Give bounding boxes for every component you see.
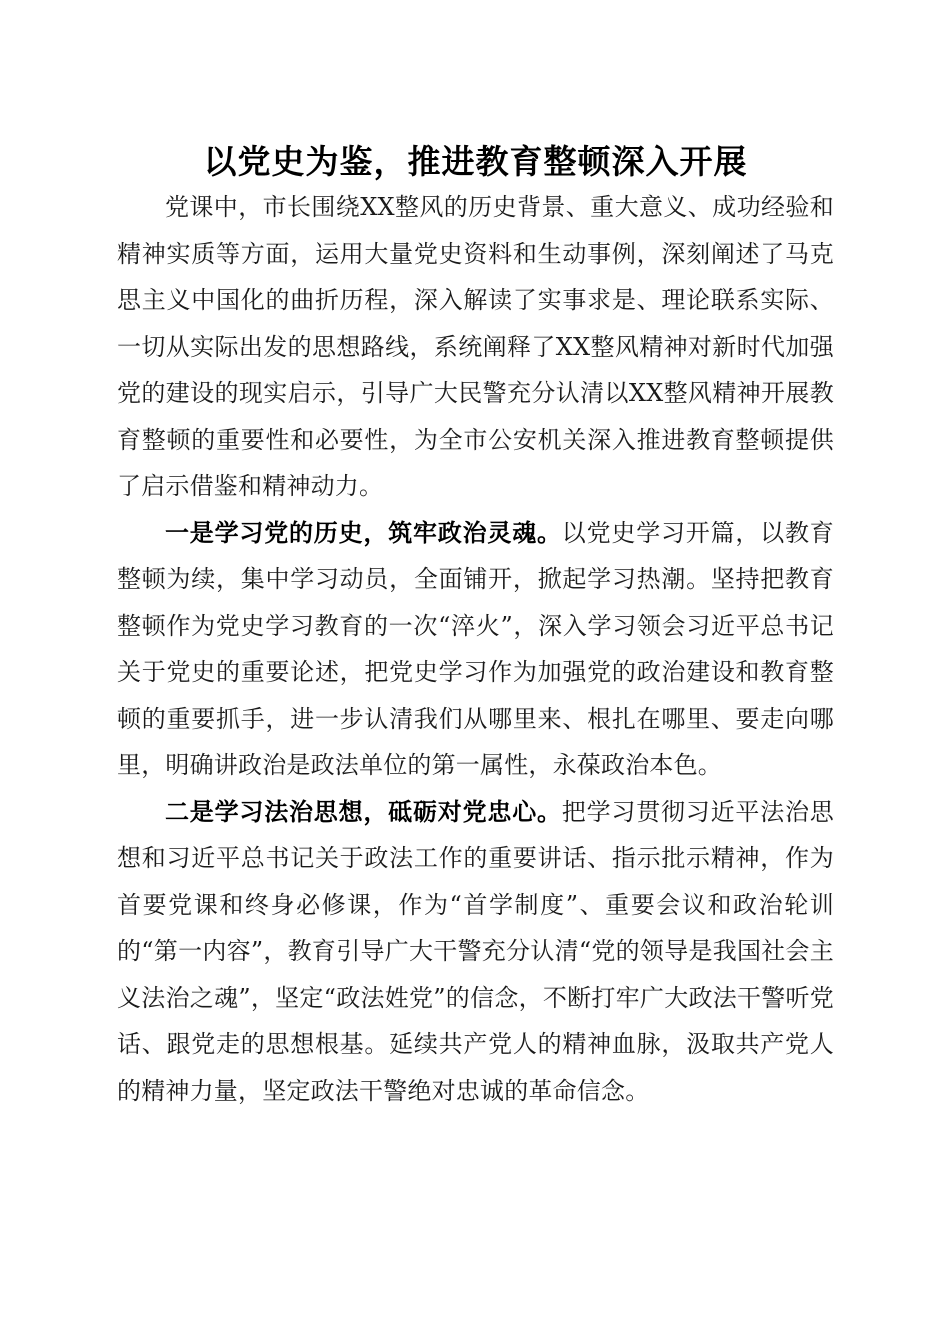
paragraph-lead: 二是学习法治思想，砥砺对党忠心。: [165, 796, 562, 826]
document-title: 以党史为鉴，推进教育整顿深入开展: [203, 142, 748, 181]
paragraph-text: 以党史学习开篇，以教育整顿为续，集中学习动员，全面铺开，掀起学习热潮。坚持把教育整顿作为党史学习教育的一次“淬火”，深入学习领会习近平总书记关于党史的重要论述，把党史学习作为加强党的政治建设和教育整顿的重要抓手，进一步认清我们从哪里来、根扎在哪里、要走向哪里，明确讲政治是政法单位的第一属性，永葆政治本色。: [117, 518, 834, 779]
paragraph-history: [117, 510, 834, 789]
paragraph-text: 党课中，市长围绕XX整风的历史背景、重大意义、成功经验和精神实质等方面，运用大量党史资料和生动事例，深刻阐述了马克思主义中国化的曲折历程，深入解读了实事求是、理论联系实际、一切从实际出发的思想路线，系统阐释了XX整风精神对新时代加强党的建设的现实启示，引导广大民警充分认清以XX整风精神开展教育整顿的重要性和必要性，为全市公安机关深入推进教育整顿提供了启示借鉴和精神动力。: [117, 193, 834, 500]
paragraph-lead: 一是学习党的历史，筑牢政治灵魂。: [165, 517, 562, 547]
paragraph-intro: [117, 184, 834, 510]
document-body: [117, 140, 834, 1114]
paragraph-rule-of-law: [117, 789, 834, 1115]
paragraph-text: 把学习贯彻习近平法治思想和习近平总书记关于政法工作的重要讲话、指示批示精神，作为首要党课和终身必修课，作为“首学制度”、重要会议和政治轮训的“第一内容”，教育引导广大干警充分认清“党的领导是我国社会主义法治之魂”，坚定“政法姓党”的信念，不断打牢广大政法干警听党话、跟党走的思想根基。延续共产党人的精神血脉，汲取共产党人的精神力量，坚定政法干警绝对忠诚的革命信念。: [117, 797, 834, 1105]
